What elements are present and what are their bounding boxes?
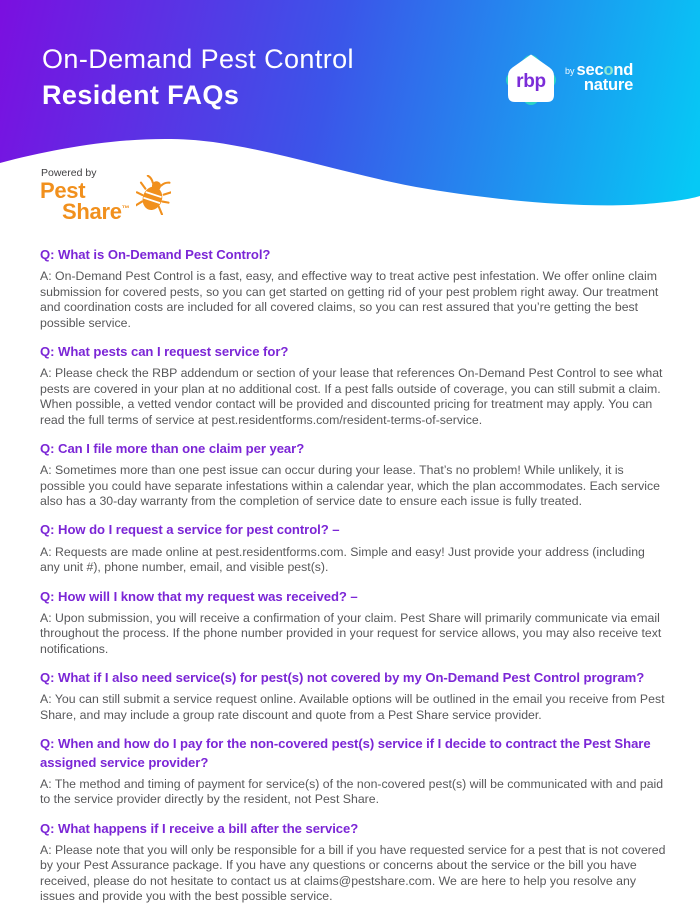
second-nature-word-second: second bbox=[576, 61, 634, 79]
page-subtitle: Resident FAQs bbox=[42, 80, 240, 110]
bug-icon bbox=[136, 175, 171, 215]
second-nature-logo bbox=[565, 63, 633, 92]
faq-answer: A: The method and timing of payment for service(s) of the non-covered pest(s) will be communicated with and paid to the service provider directly by the resident, not Pest Share. bbox=[40, 776, 664, 807]
faq-answer: A: Upon submission, you will receive a confirmation of your claim. Pest Share will primarily communicate via email throughout the process. If the phone number provided in your request for service allows, you may also receive text notifications. bbox=[40, 610, 662, 656]
powered-by-label: Powered by bbox=[41, 167, 97, 179]
faq-answer: A: On-Demand Pest Control is a fast, easy, and effective way to treat active pest infestation. We offer online claim submission for covered pests, so you can get started on getting rid of your pest problem right away. Our treatment and coordination costs are included for all covered claims, so you can rest assured that you’re getting the best possible service. bbox=[40, 269, 659, 330]
faq-item bbox=[40, 735, 666, 807]
faq-item bbox=[40, 521, 666, 575]
second-nature-word-nature: nature bbox=[583, 75, 634, 94]
faq-question: Q: Can I file more than one claim per year? bbox=[40, 440, 305, 456]
pest-share-brand bbox=[40, 167, 171, 224]
pest-share-word-pest: Pest bbox=[40, 178, 86, 203]
faq-question: Q: What is On-Demand Pest Control? bbox=[40, 247, 271, 262]
trademark-symbol: ™ bbox=[121, 204, 130, 213]
faq-item bbox=[40, 246, 666, 331]
faq-question: Q: How will I know that my request was received? – bbox=[40, 588, 358, 604]
faq-item bbox=[40, 343, 666, 428]
faq-item bbox=[40, 588, 666, 658]
second-nature-o: o bbox=[603, 61, 614, 79]
faq-question: Q: When and how do I pay for the non-covered pest(s) service if I decide to contract the Pest Share assigned service provider? bbox=[40, 736, 651, 770]
rbp-logo bbox=[502, 51, 560, 109]
faq-answer: A: Requests are made online at pest.residentforms.com. Simple and easy! Just provide your address (including any unit #), phone number, email, and visible pest(s). bbox=[40, 544, 645, 575]
faq-question: Q: How do I request a service for pest control? – bbox=[40, 522, 340, 538]
page-title: On-Demand Pest Control bbox=[42, 44, 354, 74]
faq-list bbox=[40, 246, 666, 906]
faq-answer: A: Sometimes more than one pest issue can occur during your lease. That’s no problem! While unlikely, it is possible you could have separate infestations within a calendar year, which the plan accommodates. Each service also has a 30-day warranty from the completion of service date to ensure each issue is fully treated. bbox=[40, 463, 660, 509]
pest-share-word-share: Share™ bbox=[62, 199, 130, 224]
faq-answer: A: You can still submit a service request online. Available options will be outlined in the email you receive from Pest Share, and may include a group rate discount and quote from a Pest Share service provider. bbox=[40, 692, 665, 722]
faq-item bbox=[40, 440, 666, 510]
second-nature-by: by bbox=[565, 66, 575, 76]
faq-question: Q: What pests can I request service for? bbox=[40, 343, 289, 359]
rbp-wordmark: rbp bbox=[516, 71, 546, 92]
faq-question: Q: What happens if I receive a bill after the service? bbox=[40, 820, 359, 836]
faq-question: Q: What if I also need service(s) for pest(s) not covered by my On-Demand Pest Control program? bbox=[40, 670, 645, 686]
faq-item bbox=[40, 820, 666, 905]
faq-answer: A: Please check the RBP addendum or section of your lease that references On-Demand Pest Control to see what pests are covered in your plan at no additional cost. If a pest falls outside of coverage, you can still submit a claim. When possible, a vetted vendor contact will be provided and discounted pricing for treatment may apply. You can read the full terms of service at pest.residentforms.com/resident-terms-of-service. bbox=[40, 366, 663, 427]
faq-item bbox=[40, 669, 666, 723]
faq-answer: A: Please note that you will only be responsible for a bill if you have requested service for a pest that is not covered by your Pest Assurance package. If you have any questions or concerns about the service or the bill you have received, please do not hesitate to contact us at claims@pestshare.com. We are here to help you resolve any issues and provide you with the best possible service. bbox=[40, 843, 666, 904]
